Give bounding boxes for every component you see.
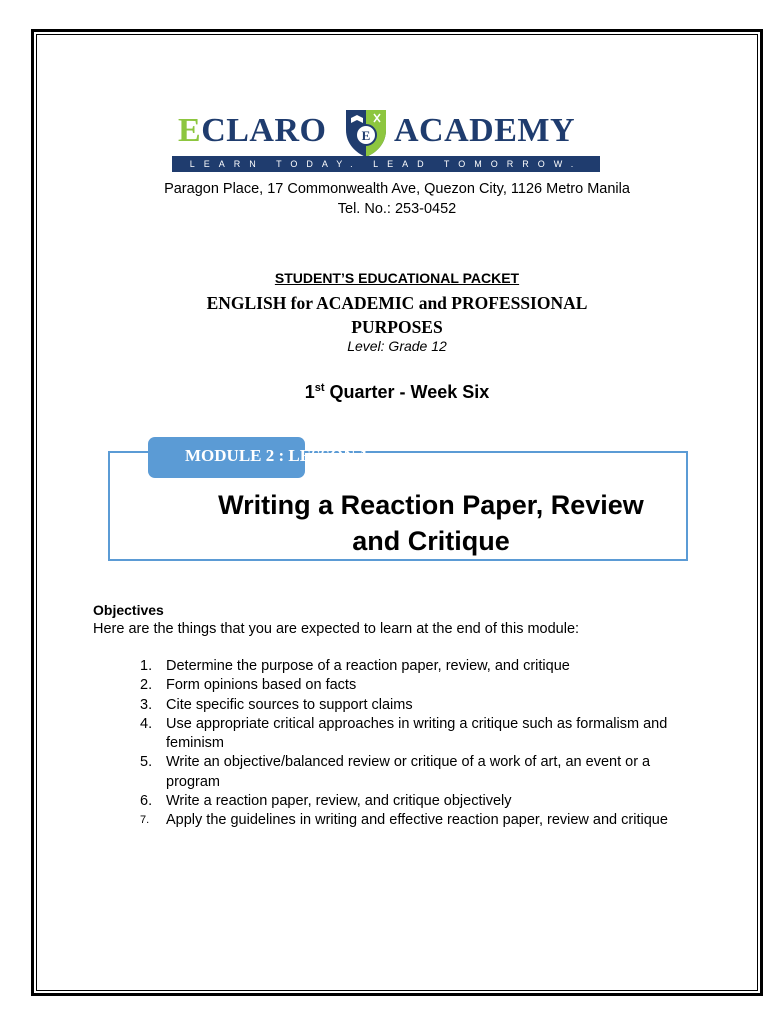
list-item-number: 7. [140,814,150,827]
logo-brand-right: ACADEMY [394,112,576,149]
logo-brand-left-text: CLARO [201,112,327,149]
course-title [36,291,758,339]
list-item-text: Form opinions based on facts [166,677,357,694]
list-item-text: Write an objective/balanced review or critique of a work of art, an event or a program [166,754,651,790]
crest-icon [342,108,390,158]
module-title-line1: Writing a Reaction Paper, Review [218,490,644,520]
course-title-line1: ENGLISH for ACADEMIC and PROFESSIONAL [206,293,588,313]
objectives-heading: Objectives [93,602,164,618]
school-telephone: Tel. No.: 253-0452 [337,201,457,217]
list-item-text: Use appropriate critical approaches in writing a critique such as formalism and feminism [166,715,668,752]
list-item [140,657,700,676]
list-item [140,676,700,695]
list-item-text: Determine the purpose of a reaction paper, review, and critique [166,658,570,674]
logo-brand-left [178,112,326,150]
quarter-heading [36,382,758,403]
list-item-number: 6. [140,793,153,810]
list-item-text: Write a reaction paper, review, and critique objectively [166,793,512,810]
list-item-number: 2. [140,677,153,694]
objectives-list [140,657,700,831]
list-item [140,753,700,792]
module-title-line2: and Critique [352,526,510,556]
svg-text:E: E [361,128,371,143]
quarter-rest: Quarter - Week Six [324,382,490,402]
quarter-suffix: st [314,382,325,394]
logo-initial: E [178,112,202,149]
grade-level: Level: Grade 12 [347,338,447,354]
module-title [176,487,686,559]
academy-logo [172,108,600,172]
list-item-text: Apply the guidelines in writing and effective reaction paper, review and critique [166,812,668,829]
packet-label: STUDENT’S EDUCATIONAL PACKET [274,270,520,286]
list-item [140,792,700,811]
list-item-number: 1. [140,658,153,674]
list-item-number: 3. [140,696,153,713]
list-item [140,811,700,830]
list-item-number: 5. [140,754,153,771]
list-item-text: Cite specific sources to support claims [166,696,413,713]
course-title-line2: PURPOSES [351,317,443,337]
quarter-number: 1 [304,382,315,402]
list-item [140,715,700,754]
module-tab: MODULE 2 : LESSON 1 [148,437,305,478]
list-item [140,696,700,715]
school-address: Paragon Place, 17 Commonwealth Ave, Quezon City, 1126 Metro Manila [164,181,630,197]
logo-tagline: LEARN TODAY. LEAD TOMORROW. [172,156,600,172]
list-item-number: 4. [140,715,153,732]
objectives-intro: Here are the things that you are expected to learn at the end of this module: [93,621,580,637]
